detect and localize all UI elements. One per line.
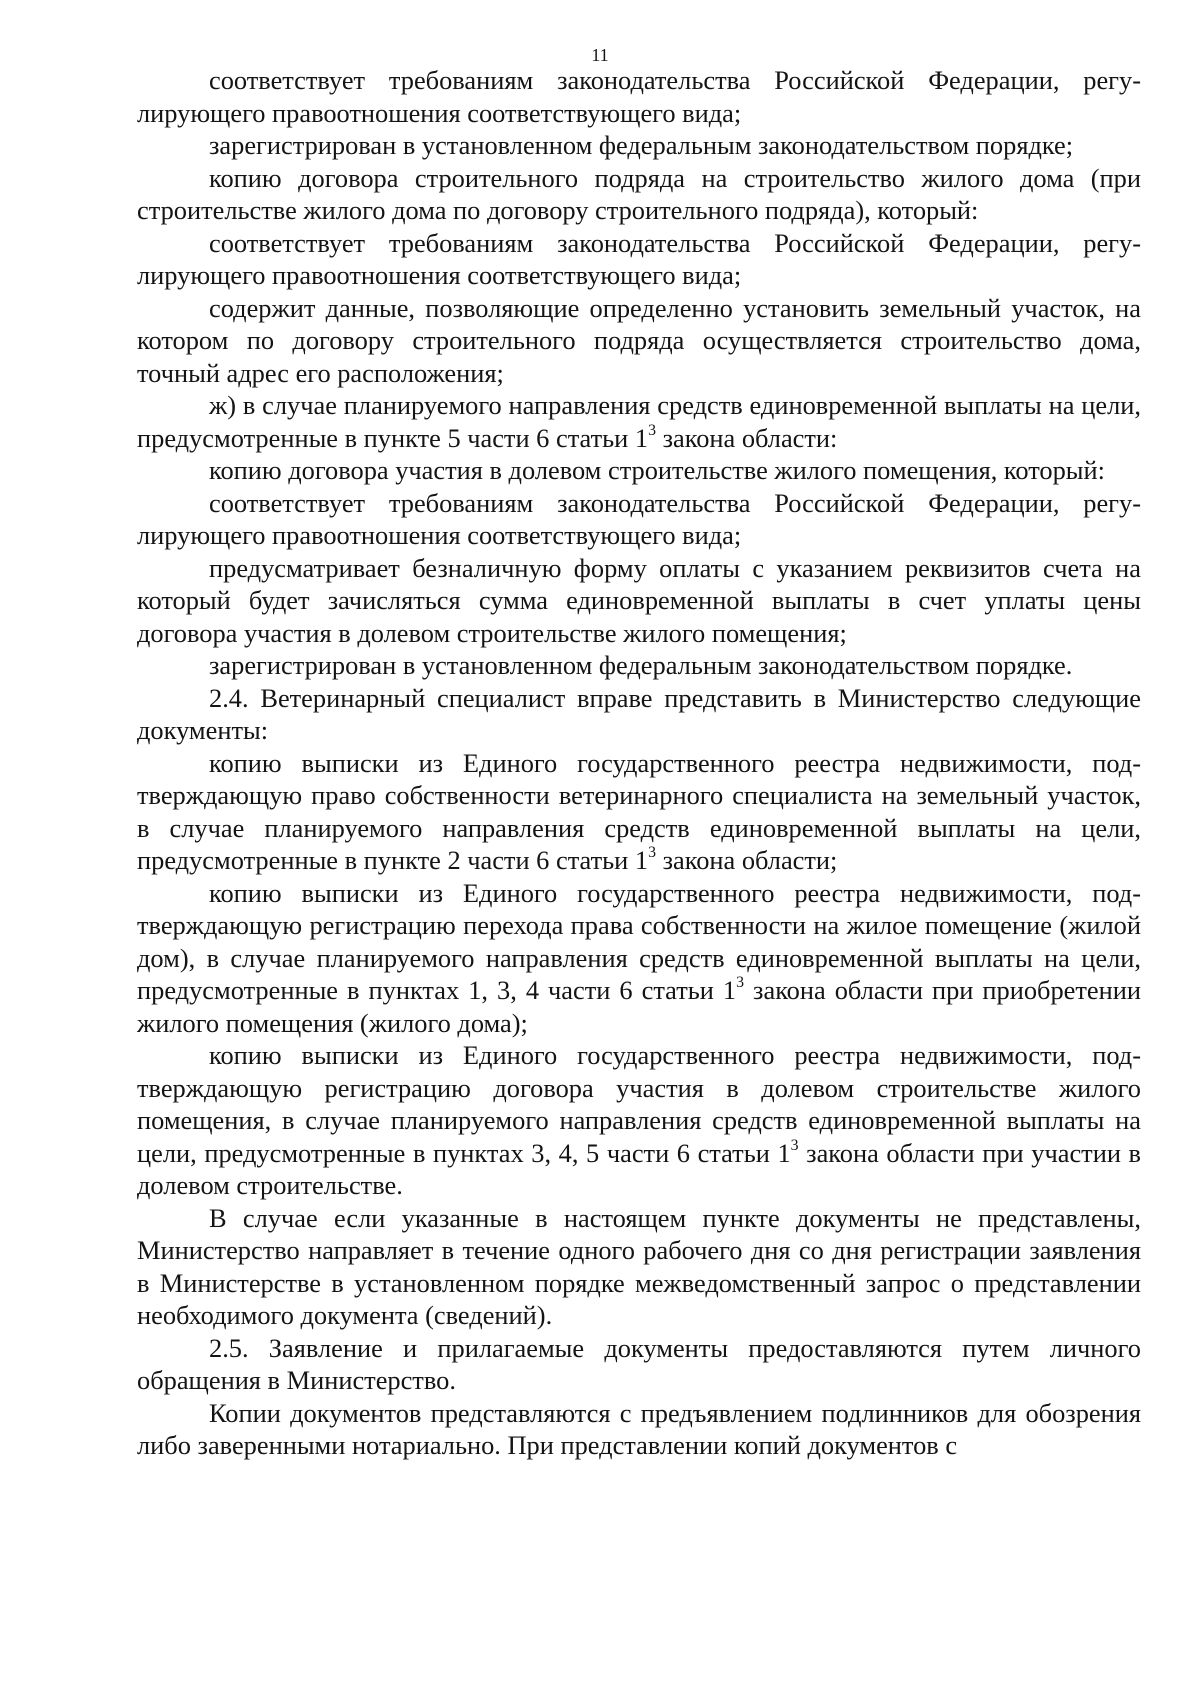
paragraph: соответствует требованиям законодательства Российской Федерации, регулирующего правоотношения соответствующего вида; — [137, 65, 1141, 128]
paragraph — [137, 747, 1141, 877]
superscript: 3 — [790, 1136, 799, 1154]
paragraph: зарегистрирован в установленном федеральным законодательством порядке; — [209, 130, 1074, 160]
paragraph: копию договора строительного подряда на строительство жилого дома (при строительстве жилого дома по договору строительного подряда), который: — [137, 162, 1141, 225]
paragraph — [137, 389, 1141, 454]
paragraph: соответствует требованиям законодательства Российской Федерации, регулирующего правоотношения соответствующего вида; — [137, 487, 1141, 550]
superscript: 3 — [736, 974, 745, 992]
paragraph-text: копию выписки из Единого государственного реестра недвижимости, подтверждающую право собственности ветеринарного специалиста на земельный участок, в случае планируемого направления средств единовременной выплаты на цели, предусмотренные в пункте 2 части 6 статьи 1 — [137, 747, 1141, 875]
paragraph — [137, 1039, 1141, 1202]
paragraph: 2.5. Заявление и прилагаемые документы предоставляются путем личного обращения в Министерство. — [137, 1332, 1141, 1395]
paragraph: соответствует требованиям законодательства Российской Федерации, регулирующего правоотношения соответствующего вида; — [137, 227, 1141, 290]
paragraph: Копии документов представляются с предъявлением подлинников для обозрения либо заверенными нотариально. При представлении копий документов с — [137, 1397, 1141, 1460]
body-text — [137, 64, 1141, 1462]
paragraph: 2.4. Ветеринарный специалист вправе представить в Министерство следующие документы: — [137, 682, 1141, 745]
page-number: 11 — [591, 45, 609, 65]
paragraph: зарегистрирован в установленном федеральным законодательством порядке. — [209, 650, 1073, 680]
paragraph: В случае если указанные в настоящем пункте документы не представлены, Министерство направляет в течение одного рабочего дня со дня регистрации заявления в Министерстве в установленном порядке межведомственный запрос о представлении необходимого документа (сведений). — [137, 1202, 1141, 1330]
paragraph-text: закона области; — [655, 845, 838, 875]
paragraph-text: закона области: — [655, 422, 838, 453]
paragraph-text: ж) в случае планируемого направления средств единовременной выплаты на цели, предусмотренные в пункте 5 части 6 статьи 1 — [137, 390, 1141, 453]
paragraph: содержит данные, позволяющие определенно установить земельный участок, на котором по договору строительного подряда осуществляется строительство дома, точный адрес его расположения; — [137, 292, 1141, 388]
paragraph-text: копию выписки из Единого государственного реестра недвижимости, подтверждающую регистрацию перехода права собственности на жилое помещение (жилой дом), в случае планируемого направления средств единовременной выплаты на цели, предусмотренные в пунктах 1, 3, 4 части 6 статьи 1 — [137, 877, 1141, 1005]
paragraph: предусматривает безналичную форму оплаты с указанием реквизитов счета на который будет зачисляться сумма единовременной выплаты в счет уплаты цены договора участия в долевом строительстве жилого помещения; — [137, 552, 1141, 648]
paragraph: копию договора участия в долевом строительстве жилого помещения, который: — [209, 455, 1105, 485]
paragraph — [137, 877, 1141, 1040]
paragraph-text: закона области при приобретении жилого помещения (жилого дома); — [137, 975, 1142, 1038]
superscript: 3 — [648, 844, 656, 862]
superscript: 3 — [648, 421, 656, 439]
paragraph-text: закона области при участии в долевом строительстве. — [137, 1137, 1141, 1200]
paragraph-text: копию выписки из Единого государственного реестра недвижимости, подтверждающую регистрацию договора участия в долевом строительстве жилого помещения, в случае планируемого направления средств единовременной выплаты на цели, предусмотренные в пунктах 3, 4, 5 части 6 статьи 1 — [137, 1040, 1141, 1168]
